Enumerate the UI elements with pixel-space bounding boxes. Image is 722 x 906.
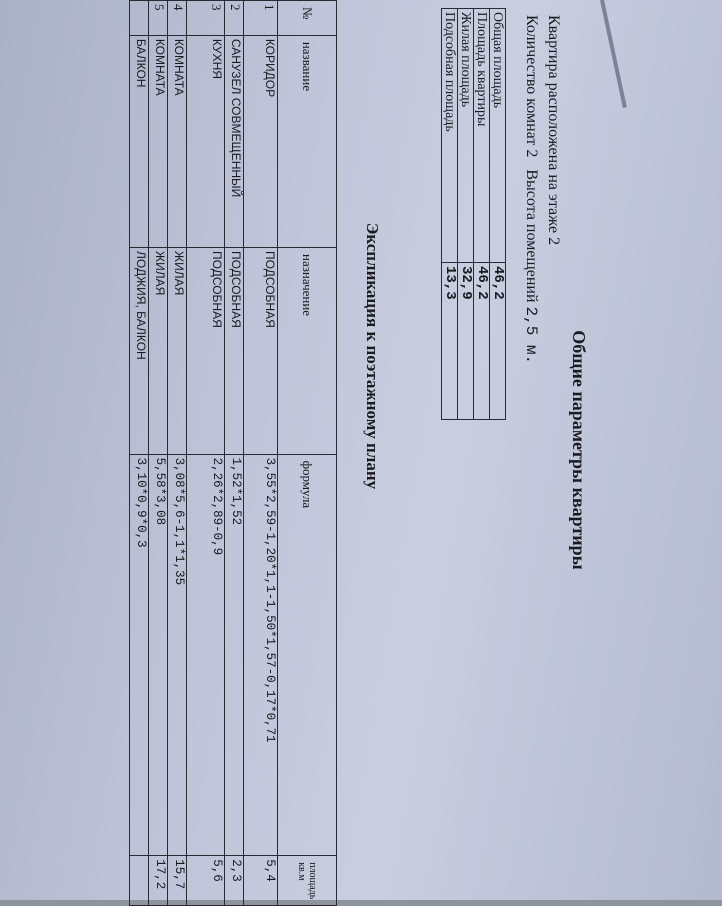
table-row <box>187 1 225 906</box>
row-num: 3 <box>187 1 225 36</box>
header-name: название <box>278 35 337 247</box>
header-formula: формула <box>278 454 337 856</box>
row-formula: 3,10*0,9*0,3 <box>130 454 149 856</box>
document-title: Общие параметры квартиры <box>569 330 589 570</box>
row-num <box>130 1 149 36</box>
row-name: КУХНЯ <box>187 35 225 247</box>
params-row <box>490 9 506 420</box>
row-name: БАЛКОН <box>130 35 149 247</box>
height-label: Высота помещений <box>523 169 540 303</box>
params-table <box>441 8 506 420</box>
row-name: КОРИДОР <box>244 35 278 247</box>
row-num: 4 <box>168 1 187 36</box>
params-label: Общая площадь <box>490 9 506 263</box>
row-purpose: ПОДСОБНАЯ <box>225 248 244 455</box>
row-purpose: ЖИЛАЯ <box>168 248 187 455</box>
params-label: Жилая площадь <box>458 9 474 263</box>
params-row <box>442 9 458 420</box>
params-value: 46,2 <box>490 263 506 420</box>
params-value: 32,9 <box>458 263 474 420</box>
explication-table <box>129 0 337 906</box>
row-purpose: ПОДСОБНАЯ <box>244 248 278 455</box>
params-label: Подсобная площадь <box>442 9 458 263</box>
row-area: 17,2 <box>149 856 168 906</box>
params-label: Площадь квартиры <box>474 9 490 263</box>
row-purpose: ПОДСОБНАЯ <box>187 248 225 455</box>
table-row <box>244 1 278 906</box>
row-area: 5,6 <box>187 856 225 906</box>
row-num: 2 <box>225 1 244 36</box>
row-area: 15,7 <box>168 856 187 906</box>
table-row <box>130 1 149 906</box>
row-num: 1 <box>244 1 278 36</box>
explication-header-row <box>278 1 337 906</box>
row-formula: 3,55*2,59-1,20*1,1-1,50*1,57-0,17*0,71 <box>244 454 278 856</box>
row-area <box>130 856 149 906</box>
row-name: КОМНАТА <box>168 35 187 247</box>
header-num: № <box>278 1 337 36</box>
params-row <box>458 9 474 420</box>
row-purpose: ЖИЛАЯ <box>149 248 168 455</box>
params-row <box>474 9 490 420</box>
row-area: 5,4 <box>244 856 278 906</box>
row-purpose: ЛОДЖИЯ, БАЛКОН <box>130 248 149 455</box>
params-value: 46,2 <box>474 263 490 420</box>
table-row <box>149 1 168 906</box>
explication-title: Экспликация к поэтажному плану <box>363 222 382 490</box>
header-purpose: назначение <box>278 248 337 455</box>
row-name: САНУЗЕЛ СОВМЕЩЕННЫЙ <box>225 35 244 247</box>
row-formula: 2,26*2,89-0,9 <box>187 454 225 856</box>
rooms-height-line <box>522 15 540 364</box>
floor-line: Квартира расположена на этаже 2 <box>545 15 562 246</box>
table-row <box>225 1 244 906</box>
height-value: 2,5 м. <box>522 306 540 365</box>
params-value: 13,3 <box>442 263 458 420</box>
row-formula: 3,08*5,6-1,1*1,35 <box>168 454 187 856</box>
row-formula: 5,58*3,08 <box>149 454 168 856</box>
row-formula: 1,52*1,52 <box>225 454 244 856</box>
row-num: 5 <box>149 1 168 36</box>
rooms-count: Количество комнат 2 <box>523 15 540 158</box>
table-row <box>168 1 187 906</box>
row-area: 2,3 <box>225 856 244 906</box>
row-name: КОМНАТА <box>149 35 168 247</box>
header-area: площадь кв.м <box>278 856 337 906</box>
